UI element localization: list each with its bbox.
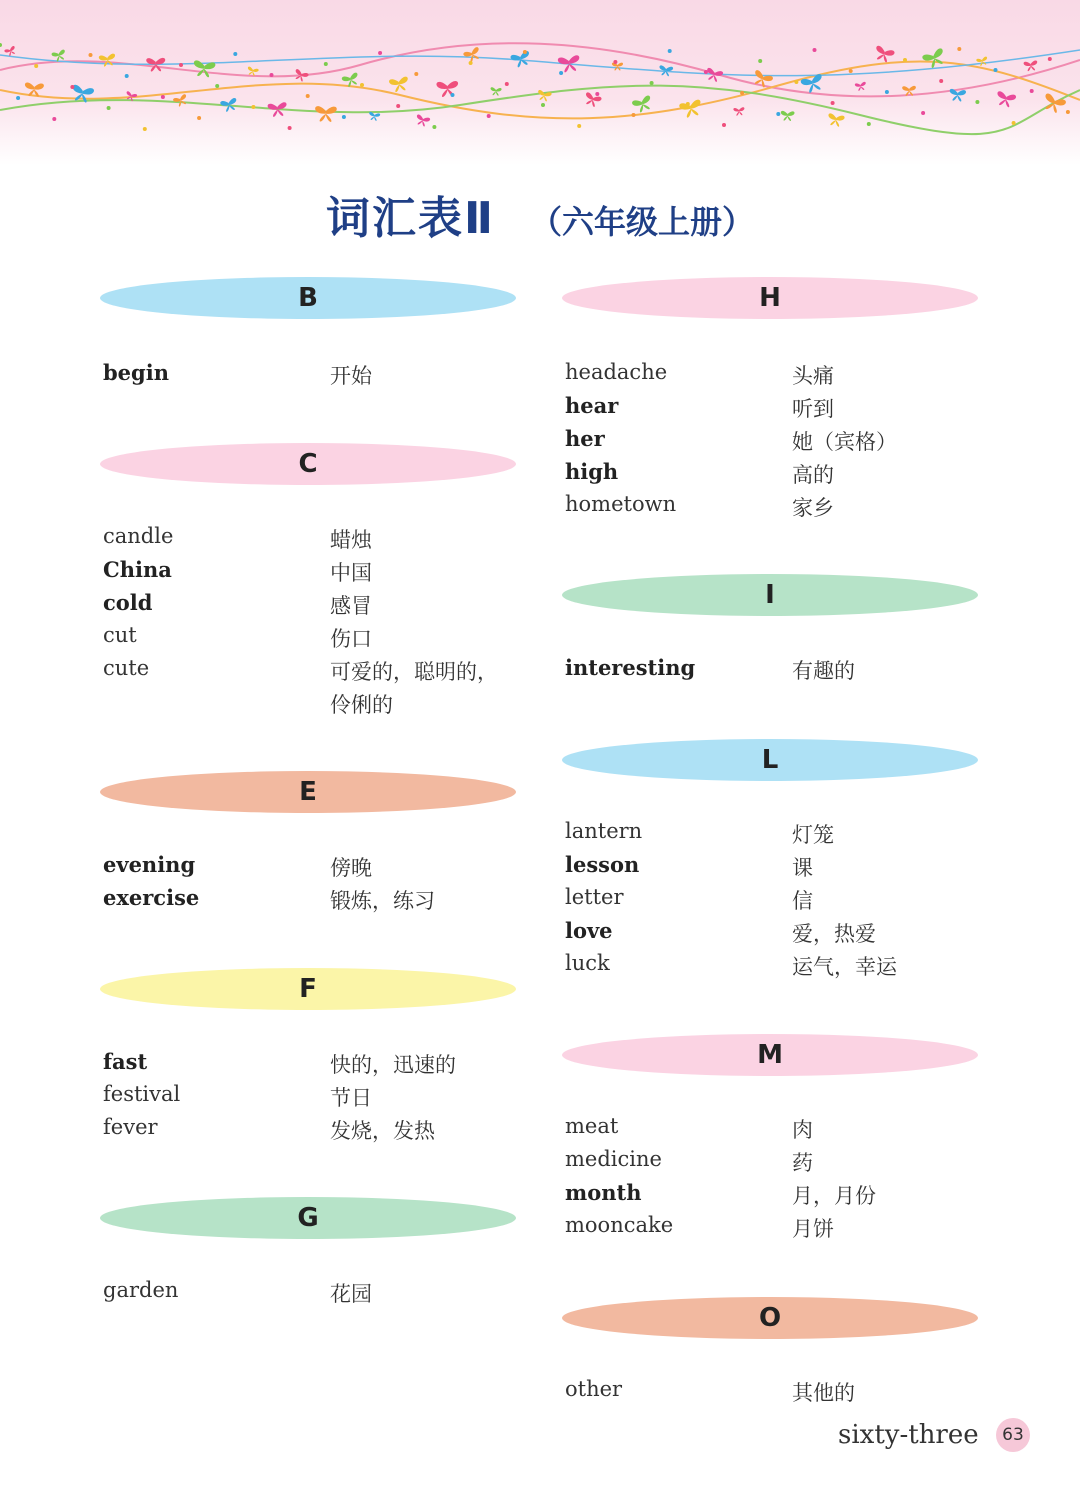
section-header-h: [562, 277, 978, 319]
vocab-english: luck: [565, 951, 610, 975]
title-main: 词汇表Ⅱ: [325, 193, 495, 244]
dot-decoration: [559, 71, 563, 75]
vocab-english: headache: [565, 360, 668, 384]
butterfly-icon: [612, 63, 623, 71]
vocab-chinese: 课: [792, 856, 813, 880]
butterfly-icon: [173, 94, 189, 108]
vocab-chinese: 头痛: [792, 364, 834, 388]
section-letter: F: [299, 974, 317, 1004]
vocab-english: cut: [103, 623, 137, 647]
vocab-chinese: 中国: [330, 561, 372, 585]
section-letter: C: [298, 449, 318, 479]
section-header-f: [100, 968, 516, 1010]
dot-decoration: [197, 116, 201, 120]
butterfly-icon: [1023, 60, 1038, 71]
vocab-english: other: [565, 1377, 623, 1401]
vocab-row: [100, 557, 520, 590]
vocab-english: mooncake: [565, 1213, 674, 1237]
dot-decoration: [288, 126, 292, 130]
vocab-row: [562, 360, 982, 393]
dot-decoration: [233, 52, 237, 56]
dot-decoration: [650, 81, 654, 85]
vocab-english: month: [565, 1180, 642, 1205]
vocab-chinese: 月，月份: [792, 1184, 876, 1208]
vocab-chinese: 其他的: [792, 1381, 855, 1405]
dot-decoration: [1012, 121, 1016, 125]
vocab-chinese: 开始: [330, 364, 372, 388]
dot-decoration: [903, 58, 907, 62]
dot-decoration: [686, 102, 690, 106]
dot-decoration: [722, 123, 726, 127]
section-letter: I: [765, 580, 775, 610]
butterfly-border-decoration: [0, 30, 1080, 140]
vocab-row: [562, 426, 982, 459]
butterfly-icon: [490, 87, 502, 96]
dot-decoration: [740, 91, 744, 95]
butterfly-icon: [99, 53, 117, 67]
dot-decoration: [1030, 89, 1034, 93]
dot-decoration: [1066, 110, 1070, 114]
dot-decoration: [451, 93, 455, 97]
vocab-chinese: 傍晚: [330, 856, 372, 880]
section-letter: O: [758, 1303, 782, 1333]
dot-decoration: [813, 48, 817, 52]
vocab-english: begin: [103, 360, 169, 385]
vocab-chinese: 节日: [330, 1086, 372, 1110]
vocab-row: [100, 524, 520, 557]
vocab-row: [100, 1049, 520, 1082]
dot-decoration: [921, 111, 925, 115]
butterfly-icon: [995, 91, 1017, 109]
dot-decoration: [885, 90, 889, 94]
vocab-english: her: [565, 426, 605, 451]
vocab-chinese: 家乡: [792, 496, 834, 520]
vocab-chinese: 伶俐的: [330, 693, 393, 717]
butterfly-icon: [1041, 93, 1067, 115]
butterfly-icon: [414, 114, 430, 127]
dot-decoration: [324, 62, 328, 66]
butterfly-icon: [679, 99, 704, 119]
dot-decoration: [613, 60, 617, 64]
section-header-e: [100, 771, 516, 813]
vocab-english: candle: [103, 524, 174, 548]
vocab-row: [100, 885, 520, 918]
vocab-row: [100, 1278, 520, 1311]
vocab-row: [562, 655, 982, 688]
vocab-row: [562, 1180, 982, 1213]
vocab-row: [562, 492, 982, 525]
dot-decoration: [342, 115, 346, 119]
page-number-words: sixty-three: [838, 1420, 979, 1450]
section-header-i: [562, 574, 978, 616]
vocab-chinese: 蜡烛: [330, 528, 372, 552]
butterfly-icon: [855, 82, 867, 92]
vocab-chinese: 锻炼，练习: [330, 889, 435, 913]
dot-decoration: [306, 94, 310, 98]
dot-decoration: [994, 68, 998, 72]
dot-decoration: [378, 51, 382, 55]
vocab-english: meat: [565, 1114, 619, 1138]
butterfly-icon: [631, 95, 654, 114]
section-letter: B: [298, 283, 318, 313]
vocab-row: [562, 885, 982, 918]
butterfly-icon: [463, 46, 483, 63]
vocab-chinese: 伤口: [330, 627, 372, 651]
vocab-english: letter: [565, 885, 624, 909]
dot-decoration: [270, 73, 274, 77]
dot-decoration: [89, 53, 93, 57]
vocab-chinese: 运气，幸运: [792, 955, 897, 979]
dot-decoration: [1048, 57, 1052, 61]
vocab-english: exercise: [103, 885, 200, 910]
dot-decoration: [758, 59, 762, 63]
vocab-row: [562, 1147, 982, 1180]
dot-decoration: [595, 92, 599, 96]
section-header-b: [100, 277, 516, 319]
butterfly-icon: [705, 67, 724, 83]
vocab-chinese: 听到: [792, 397, 834, 421]
vocab-english: lantern: [565, 819, 643, 843]
vocab-chinese: 灯笼: [792, 823, 834, 847]
vocab-row: [100, 656, 520, 689]
vocab-chinese: 信: [792, 889, 813, 913]
dot-decoration: [704, 70, 708, 74]
vocab-english: hometown: [565, 492, 677, 516]
vocab-english: cute: [103, 656, 150, 680]
vocab-english: love: [565, 918, 613, 943]
dot-decoration: [867, 122, 871, 126]
vocab-row: [562, 1114, 982, 1147]
vocab-english: garden: [103, 1278, 179, 1302]
vocab-chinese: 花园: [330, 1282, 372, 1306]
vocab-english: high: [565, 459, 619, 484]
dot-decoration: [776, 112, 780, 116]
section-header-l: [562, 739, 978, 781]
vocab-row: [562, 819, 982, 852]
vocab-english: cold: [103, 590, 153, 615]
dot-decoration: [34, 64, 38, 68]
butterfly-icon: [976, 56, 989, 66]
butterfly-icon: [368, 112, 380, 122]
dot-decoration: [107, 106, 111, 110]
dot-decoration: [0, 43, 2, 47]
dot-decoration: [215, 84, 219, 88]
vocab-english: China: [103, 557, 172, 582]
dot-decoration: [469, 61, 473, 65]
page-title: [0, 182, 1080, 246]
dot-decoration: [577, 124, 581, 128]
section-letter: H: [759, 283, 781, 313]
butterfly-icon: [315, 106, 337, 122]
butterfly-icon: [436, 81, 458, 97]
vocab-english: interesting: [565, 655, 696, 680]
section-header-m: [562, 1034, 978, 1076]
vocab-chinese: 高的: [792, 463, 834, 487]
vocab-english: evening: [103, 852, 196, 877]
butterfly-icon: [510, 50, 532, 68]
vocab-chinese: 感冒: [330, 594, 372, 618]
vocab-chinese: 快的，迅速的: [330, 1053, 456, 1077]
vocab-chinese: 可爱的，聪明的，: [330, 660, 498, 684]
dot-decoration: [849, 69, 853, 73]
butterfly-icon: [780, 111, 794, 121]
vocab-chinese: 肉: [792, 1118, 813, 1142]
dot-decoration: [70, 85, 74, 89]
vocab-row: [100, 1082, 520, 1115]
dot-decoration: [668, 49, 672, 53]
dot-decoration: [939, 79, 943, 83]
vocab-row: [100, 852, 520, 885]
dot-decoration: [432, 125, 436, 129]
vocab-row: [562, 1377, 982, 1410]
vocab-row: [562, 393, 982, 426]
dot-decoration: [794, 80, 798, 84]
dot-decoration: [360, 83, 364, 87]
vocab-chinese: 药: [792, 1151, 813, 1175]
vocab-english: medicine: [565, 1147, 662, 1171]
dot-decoration: [957, 47, 961, 51]
top-decorative-band: [0, 0, 1080, 165]
dot-decoration: [125, 74, 129, 78]
section-header-g: [100, 1197, 516, 1239]
vocab-row: [562, 852, 982, 885]
section-header-o: [562, 1297, 978, 1339]
dot-decoration: [143, 127, 147, 131]
section-letter: M: [757, 1040, 783, 1070]
dot-decoration: [251, 105, 255, 109]
title-grade: （六年级上册）: [530, 203, 755, 241]
vocab-english: hear: [565, 393, 619, 418]
vocab-row: [562, 1213, 982, 1246]
vocab-row: [100, 689, 520, 722]
dot-decoration: [523, 50, 527, 54]
vocab-row: [562, 459, 982, 492]
vocab-row: [100, 623, 520, 656]
vocab-english: festival: [103, 1082, 181, 1106]
vocab-chinese: 她（宾格）: [792, 430, 897, 454]
dot-decoration: [396, 104, 400, 108]
dot-decoration: [632, 113, 636, 117]
dot-decoration: [505, 82, 509, 86]
vocab-row: [100, 360, 520, 393]
dot-decoration: [831, 101, 835, 105]
dot-decoration: [414, 72, 418, 76]
dot-decoration: [487, 114, 491, 118]
vocab-english: lesson: [565, 852, 640, 877]
section-letter: G: [297, 1203, 319, 1233]
vocab-chinese: 月饼: [792, 1217, 834, 1241]
vocab-chinese: 爱，热爱: [792, 922, 876, 946]
vocab-row: [562, 918, 982, 951]
vocab-row: [100, 590, 520, 623]
butterfly-icon: [733, 107, 745, 116]
dot-decoration: [179, 63, 183, 67]
dot-decoration: [975, 100, 979, 104]
butterfly-icon: [827, 113, 845, 128]
vocab-english: fast: [103, 1049, 148, 1074]
butterfly-icon: [873, 45, 895, 64]
dot-decoration: [52, 117, 56, 121]
dot-decoration: [541, 103, 545, 107]
section-letter: E: [299, 777, 317, 807]
dot-decoration: [161, 95, 165, 99]
section-header-c: [100, 443, 516, 485]
vocab-chinese: 发烧，发热: [330, 1119, 435, 1143]
vocab-chinese: 有趣的: [792, 659, 855, 683]
dot-decoration: [16, 96, 20, 100]
vocab-row: [100, 1115, 520, 1148]
butterfly-icon: [389, 76, 410, 93]
section-letter: L: [761, 745, 779, 775]
vocab-row: [562, 951, 982, 984]
page-number-badge: 63: [996, 1418, 1030, 1452]
vocab-english: fever: [103, 1115, 158, 1139]
